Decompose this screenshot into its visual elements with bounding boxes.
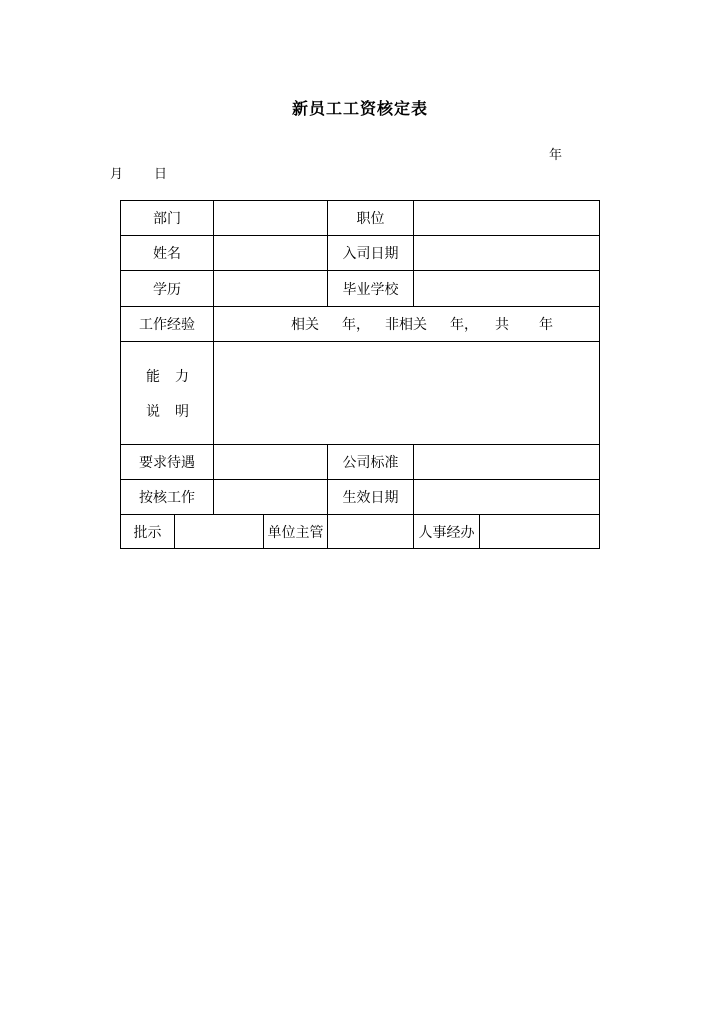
ability-label-char: 明 bbox=[175, 404, 189, 420]
name-field[interactable] bbox=[214, 236, 327, 270]
experience-year-label: 年， bbox=[342, 316, 370, 333]
date-year-label: 年 bbox=[549, 148, 563, 163]
hr-label: 人事经办 bbox=[418, 524, 475, 541]
experience-year-label: 年， bbox=[450, 316, 478, 333]
hr-field[interactable] bbox=[480, 515, 599, 548]
approval-label: 批示 bbox=[133, 524, 162, 541]
effective-date-label: 生效日期 bbox=[342, 490, 399, 506]
ability-label-char: 力 bbox=[175, 369, 189, 385]
position-label: 职位 bbox=[356, 211, 385, 227]
approved-job-label: 按核工作 bbox=[139, 490, 195, 506]
education-label: 学历 bbox=[153, 281, 181, 298]
school-field[interactable] bbox=[414, 271, 599, 306]
experience-year-label: 年 bbox=[539, 316, 553, 333]
supervisor-field[interactable] bbox=[328, 515, 413, 548]
approval-field[interactable] bbox=[175, 515, 263, 548]
experience-related-label: 相关 bbox=[291, 316, 319, 333]
company-standard-label: 公司标准 bbox=[342, 455, 399, 471]
join-date-label: 入司日期 bbox=[342, 246, 399, 262]
experience-unrelated-label: 非相关 bbox=[385, 316, 427, 333]
experience-total-label: 共 bbox=[495, 316, 509, 333]
expected-pay-label: 要求待遇 bbox=[139, 455, 195, 471]
effective-date-field[interactable] bbox=[414, 480, 599, 514]
department-label: 部门 bbox=[153, 211, 181, 227]
school-label: 毕业学校 bbox=[342, 281, 399, 298]
ability-label-char: 说 bbox=[146, 404, 160, 420]
department-field[interactable] bbox=[214, 201, 327, 235]
form-title: 新员工工资核定表 bbox=[291, 99, 428, 118]
supervisor-label: 单位主管 bbox=[267, 524, 324, 541]
expected-pay-field[interactable] bbox=[214, 445, 327, 479]
date-month-label: 月 bbox=[110, 167, 124, 182]
name-label: 姓名 bbox=[153, 246, 181, 262]
approved-job-field[interactable] bbox=[214, 480, 327, 514]
ability-label-char: 能 bbox=[146, 369, 160, 385]
experience-label: 工作经验 bbox=[139, 317, 195, 333]
date-day-label: 日 bbox=[154, 167, 168, 182]
ability-description-field[interactable] bbox=[214, 342, 599, 444]
education-field[interactable] bbox=[214, 271, 327, 306]
company-standard-field[interactable] bbox=[414, 445, 599, 479]
position-field[interactable] bbox=[414, 201, 599, 235]
join-date-field[interactable] bbox=[414, 236, 599, 270]
